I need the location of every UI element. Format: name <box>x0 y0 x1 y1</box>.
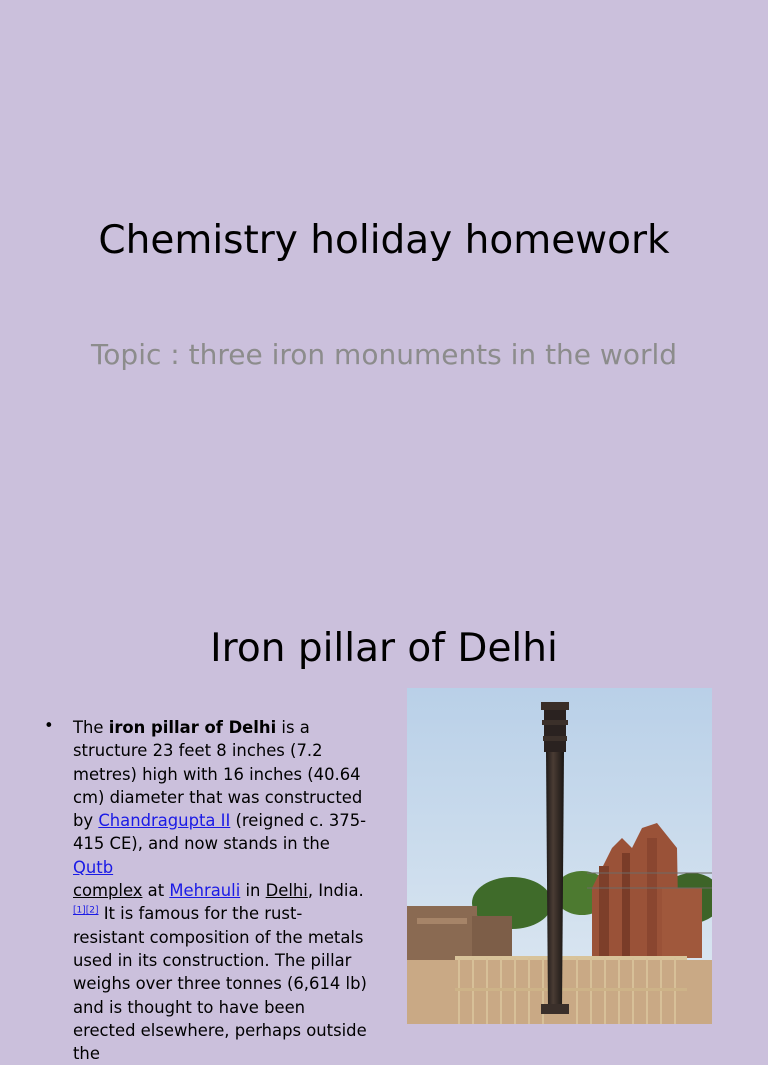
link-chandragupta[interactable]: Chandragupta II <box>98 811 231 831</box>
iron-pillar-photo <box>407 688 712 1024</box>
bullet-paragraph <box>44 716 370 1065</box>
text-run: It is famous for the rust-resistant composition of the metals used in its construction. The pillar weighs over three tonnes (6,614 lb) and is thought to have been erected elsewhere, perhaps outside the <box>73 904 367 1064</box>
text-run: The <box>73 718 109 737</box>
slide-subtitle: Topic : three iron monuments in the world <box>90 338 678 371</box>
delhi-text: Delhi <box>265 881 308 901</box>
text-run: in <box>240 881 266 901</box>
text-run: , India. <box>307 881 364 901</box>
bullet-marker: • <box>44 716 54 735</box>
section-title: Iron pillar of Delhi <box>210 626 558 671</box>
bold-term: iron pillar of Delhi <box>108 718 277 737</box>
text-run: is a structure 23 feet 8 inches (7.2 metres) high with 16 inches (40.64 cm) diameter that was constructed by <box>73 718 363 831</box>
text-run: (reigned c. 375-415 CE), and now stands in the <box>73 811 367 854</box>
slide-title: Chemistry holiday homework <box>98 218 670 263</box>
link-mehrauli[interactable]: Mehrauli <box>169 881 241 901</box>
reference-2[interactable]: [2] <box>85 905 99 916</box>
complex-text: complex <box>73 881 143 901</box>
reference-1[interactable]: [1] <box>73 905 86 916</box>
link-qutb[interactable]: Qutb <box>73 857 114 877</box>
text-run: at <box>142 881 170 901</box>
